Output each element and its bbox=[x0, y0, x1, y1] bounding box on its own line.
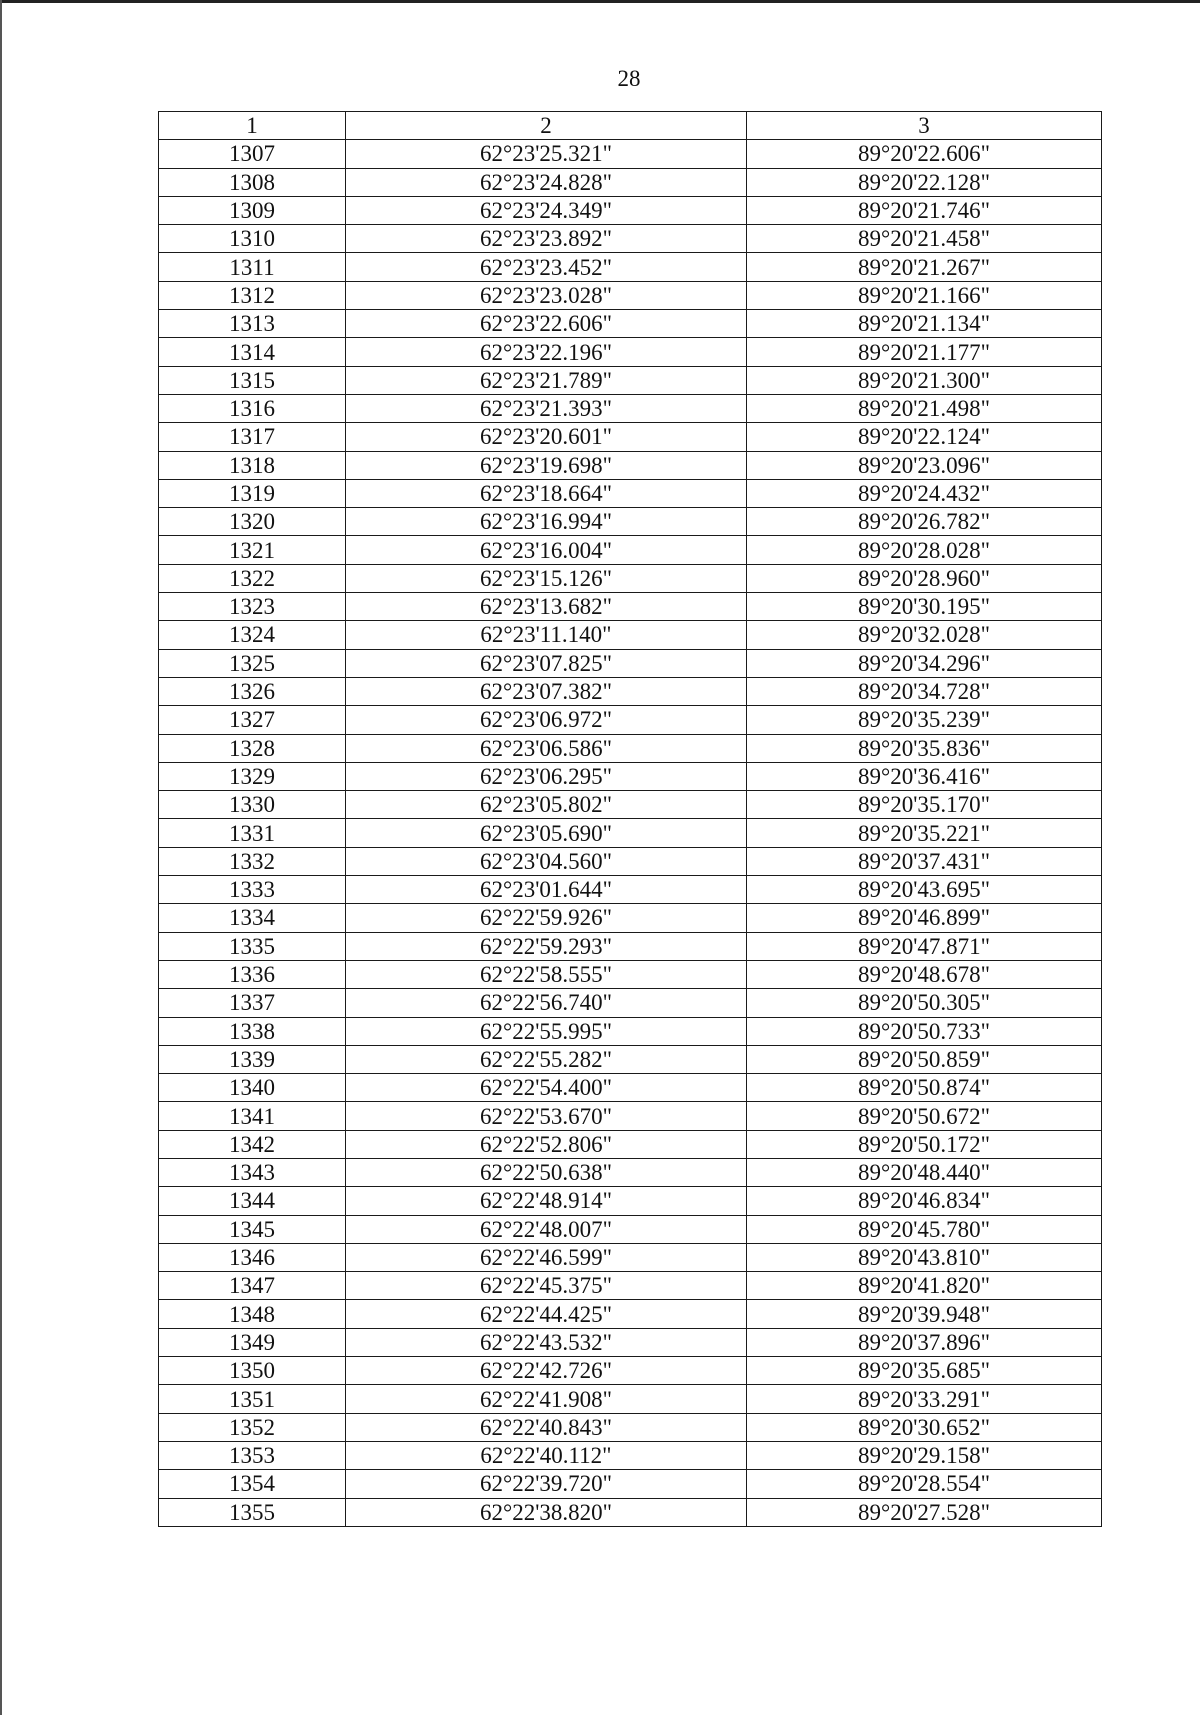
point-number-cell: 1316 bbox=[159, 394, 346, 422]
table-row bbox=[159, 847, 1102, 875]
scan-left-edge bbox=[0, 0, 2, 1715]
table-row bbox=[159, 253, 1102, 281]
longitude-cell: 89°20'50.172" bbox=[747, 1130, 1102, 1158]
longitude-cell: 89°20'50.874" bbox=[747, 1074, 1102, 1102]
table-row bbox=[159, 819, 1102, 847]
longitude-cell: 89°20'37.896" bbox=[747, 1328, 1102, 1356]
point-number-cell: 1334 bbox=[159, 904, 346, 932]
longitude-cell: 89°20'23.096" bbox=[747, 451, 1102, 479]
longitude-cell: 89°20'32.028" bbox=[747, 621, 1102, 649]
longitude-cell: 89°20'21.134" bbox=[747, 310, 1102, 338]
latitude-cell: 62°23'24.828" bbox=[346, 168, 747, 196]
longitude-cell: 89°20'21.498" bbox=[747, 394, 1102, 422]
point-number-cell: 1338 bbox=[159, 1017, 346, 1045]
point-number-cell: 1332 bbox=[159, 847, 346, 875]
latitude-cell: 62°23'25.321" bbox=[346, 140, 747, 168]
point-number-cell: 1325 bbox=[159, 649, 346, 677]
longitude-cell: 89°20'28.960" bbox=[747, 564, 1102, 592]
point-number-cell: 1335 bbox=[159, 932, 346, 960]
latitude-cell: 62°22'39.720" bbox=[346, 1470, 747, 1498]
table-row bbox=[159, 1130, 1102, 1158]
latitude-cell: 62°22'48.007" bbox=[346, 1215, 747, 1243]
point-number-cell: 1315 bbox=[159, 366, 346, 394]
table-row bbox=[159, 281, 1102, 309]
longitude-cell: 89°20'24.432" bbox=[747, 479, 1102, 507]
table-row bbox=[159, 1441, 1102, 1469]
latitude-cell: 62°23'19.698" bbox=[346, 451, 747, 479]
point-number-cell: 1314 bbox=[159, 338, 346, 366]
point-number-cell: 1354 bbox=[159, 1470, 346, 1498]
point-number-cell: 1340 bbox=[159, 1074, 346, 1102]
table-row bbox=[159, 1413, 1102, 1441]
table-row bbox=[159, 1357, 1102, 1385]
latitude-cell: 62°23'23.452" bbox=[346, 253, 747, 281]
longitude-cell: 89°20'30.195" bbox=[747, 593, 1102, 621]
table-row bbox=[159, 140, 1102, 168]
table-body bbox=[159, 140, 1102, 1527]
latitude-cell: 62°23'04.560" bbox=[346, 847, 747, 875]
latitude-cell: 62°23'16.004" bbox=[346, 536, 747, 564]
table-row bbox=[159, 989, 1102, 1017]
longitude-cell: 89°20'21.166" bbox=[747, 281, 1102, 309]
point-number-cell: 1352 bbox=[159, 1413, 346, 1441]
point-number-cell: 1343 bbox=[159, 1158, 346, 1186]
table-row bbox=[159, 677, 1102, 705]
longitude-cell: 89°20'43.695" bbox=[747, 876, 1102, 904]
table-row bbox=[159, 1045, 1102, 1073]
table-row bbox=[159, 310, 1102, 338]
scan-top-edge bbox=[0, 0, 1200, 3]
point-number-cell: 1345 bbox=[159, 1215, 346, 1243]
table-row bbox=[159, 168, 1102, 196]
longitude-cell: 89°20'21.458" bbox=[747, 225, 1102, 253]
table-row bbox=[159, 1074, 1102, 1102]
point-number-cell: 1327 bbox=[159, 706, 346, 734]
table-row bbox=[159, 762, 1102, 790]
point-number-cell: 1329 bbox=[159, 762, 346, 790]
longitude-cell: 89°20'41.820" bbox=[747, 1272, 1102, 1300]
point-number-cell: 1346 bbox=[159, 1243, 346, 1271]
table-row bbox=[159, 451, 1102, 479]
latitude-cell: 62°23'07.825" bbox=[346, 649, 747, 677]
latitude-cell: 62°22'53.670" bbox=[346, 1102, 747, 1130]
longitude-cell: 89°20'29.158" bbox=[747, 1441, 1102, 1469]
point-number-cell: 1326 bbox=[159, 677, 346, 705]
table-row bbox=[159, 536, 1102, 564]
table-row bbox=[159, 706, 1102, 734]
latitude-cell: 62°23'06.586" bbox=[346, 734, 747, 762]
latitude-cell: 62°23'06.972" bbox=[346, 706, 747, 734]
latitude-cell: 62°22'41.908" bbox=[346, 1385, 747, 1413]
longitude-cell: 89°20'35.221" bbox=[747, 819, 1102, 847]
longitude-cell: 89°20'39.948" bbox=[747, 1300, 1102, 1328]
latitude-cell: 62°23'18.664" bbox=[346, 479, 747, 507]
longitude-cell: 89°20'34.296" bbox=[747, 649, 1102, 677]
latitude-cell: 62°23'16.994" bbox=[346, 508, 747, 536]
longitude-cell: 89°20'27.528" bbox=[747, 1498, 1102, 1526]
table-row bbox=[159, 1243, 1102, 1271]
latitude-cell: 62°23'01.644" bbox=[346, 876, 747, 904]
latitude-cell: 62°22'56.740" bbox=[346, 989, 747, 1017]
longitude-cell: 89°20'47.871" bbox=[747, 932, 1102, 960]
point-number-cell: 1333 bbox=[159, 876, 346, 904]
latitude-cell: 62°23'05.690" bbox=[346, 819, 747, 847]
longitude-cell: 89°20'50.672" bbox=[747, 1102, 1102, 1130]
longitude-cell: 89°20'21.267" bbox=[747, 253, 1102, 281]
latitude-cell: 62°23'21.393" bbox=[346, 394, 747, 422]
table-row bbox=[159, 1187, 1102, 1215]
table-row bbox=[159, 1328, 1102, 1356]
latitude-cell: 62°22'52.806" bbox=[346, 1130, 747, 1158]
table-row bbox=[159, 734, 1102, 762]
longitude-cell: 89°20'48.678" bbox=[747, 960, 1102, 988]
table-row bbox=[159, 508, 1102, 536]
latitude-cell: 62°23'22.196" bbox=[346, 338, 747, 366]
table-row bbox=[159, 225, 1102, 253]
longitude-cell: 89°20'21.177" bbox=[747, 338, 1102, 366]
latitude-cell: 62°23'11.140" bbox=[346, 621, 747, 649]
point-number-cell: 1310 bbox=[159, 225, 346, 253]
longitude-cell: 89°20'21.746" bbox=[747, 196, 1102, 224]
point-number-cell: 1351 bbox=[159, 1385, 346, 1413]
longitude-cell: 89°20'22.128" bbox=[747, 168, 1102, 196]
latitude-cell: 62°23'13.682" bbox=[346, 593, 747, 621]
point-number-cell: 1348 bbox=[159, 1300, 346, 1328]
longitude-cell: 89°20'35.170" bbox=[747, 791, 1102, 819]
point-number-cell: 1312 bbox=[159, 281, 346, 309]
latitude-cell: 62°22'54.400" bbox=[346, 1074, 747, 1102]
latitude-cell: 62°22'42.726" bbox=[346, 1357, 747, 1385]
table-row bbox=[159, 564, 1102, 592]
table-row bbox=[159, 338, 1102, 366]
table-row bbox=[159, 1470, 1102, 1498]
longitude-cell: 89°20'22.606" bbox=[747, 140, 1102, 168]
table-row bbox=[159, 904, 1102, 932]
longitude-cell: 89°20'28.554" bbox=[747, 1470, 1102, 1498]
longitude-cell: 89°20'48.440" bbox=[747, 1158, 1102, 1186]
latitude-cell: 62°22'50.638" bbox=[346, 1158, 747, 1186]
table-row bbox=[159, 196, 1102, 224]
latitude-cell: 62°23'20.601" bbox=[346, 423, 747, 451]
longitude-cell: 89°20'46.899" bbox=[747, 904, 1102, 932]
longitude-cell: 89°20'34.728" bbox=[747, 677, 1102, 705]
point-number-cell: 1323 bbox=[159, 593, 346, 621]
point-number-cell: 1350 bbox=[159, 1357, 346, 1385]
point-number-cell: 1347 bbox=[159, 1272, 346, 1300]
latitude-cell: 62°22'58.555" bbox=[346, 960, 747, 988]
point-number-cell: 1313 bbox=[159, 310, 346, 338]
latitude-cell: 62°23'22.606" bbox=[346, 310, 747, 338]
table-row bbox=[159, 593, 1102, 621]
point-number-cell: 1322 bbox=[159, 564, 346, 592]
latitude-cell: 62°23'23.892" bbox=[346, 225, 747, 253]
point-number-cell: 1331 bbox=[159, 819, 346, 847]
table-row bbox=[159, 876, 1102, 904]
longitude-cell: 89°20'37.431" bbox=[747, 847, 1102, 875]
latitude-cell: 62°22'59.293" bbox=[346, 932, 747, 960]
point-number-cell: 1341 bbox=[159, 1102, 346, 1130]
point-number-cell: 1355 bbox=[159, 1498, 346, 1526]
latitude-cell: 62°22'43.532" bbox=[346, 1328, 747, 1356]
latitude-cell: 62°22'46.599" bbox=[346, 1243, 747, 1271]
point-number-cell: 1321 bbox=[159, 536, 346, 564]
longitude-cell: 89°20'30.652" bbox=[747, 1413, 1102, 1441]
point-number-cell: 1349 bbox=[159, 1328, 346, 1356]
latitude-cell: 62°22'40.843" bbox=[346, 1413, 747, 1441]
longitude-cell: 89°20'46.834" bbox=[747, 1187, 1102, 1215]
table-row bbox=[159, 479, 1102, 507]
point-number-cell: 1320 bbox=[159, 508, 346, 536]
latitude-cell: 62°22'38.820" bbox=[346, 1498, 747, 1526]
latitude-cell: 62°22'40.112" bbox=[346, 1441, 747, 1469]
table-row bbox=[159, 423, 1102, 451]
point-number-cell: 1309 bbox=[159, 196, 346, 224]
longitude-cell: 89°20'28.028" bbox=[747, 536, 1102, 564]
latitude-cell: 62°22'55.995" bbox=[346, 1017, 747, 1045]
point-number-cell: 1319 bbox=[159, 479, 346, 507]
point-number-cell: 1308 bbox=[159, 168, 346, 196]
table-row bbox=[159, 394, 1102, 422]
longitude-cell: 89°20'21.300" bbox=[747, 366, 1102, 394]
latitude-cell: 62°22'48.914" bbox=[346, 1187, 747, 1215]
longitude-cell: 89°20'35.239" bbox=[747, 706, 1102, 734]
longitude-cell: 89°20'35.836" bbox=[747, 734, 1102, 762]
latitude-cell: 62°22'45.375" bbox=[346, 1272, 747, 1300]
table-row bbox=[159, 960, 1102, 988]
point-number-cell: 1339 bbox=[159, 1045, 346, 1073]
table-row bbox=[159, 1215, 1102, 1243]
point-number-cell: 1344 bbox=[159, 1187, 346, 1215]
table-row bbox=[159, 1017, 1102, 1045]
point-number-cell: 1342 bbox=[159, 1130, 346, 1158]
longitude-cell: 89°20'35.685" bbox=[747, 1357, 1102, 1385]
latitude-cell: 62°23'21.789" bbox=[346, 366, 747, 394]
point-number-cell: 1317 bbox=[159, 423, 346, 451]
column-header-latitude: 2 bbox=[346, 112, 747, 140]
point-number-cell: 1353 bbox=[159, 1441, 346, 1469]
column-header-point-number: 1 bbox=[159, 112, 346, 140]
point-number-cell: 1330 bbox=[159, 791, 346, 819]
column-header-longitude: 3 bbox=[747, 112, 1102, 140]
point-number-cell: 1318 bbox=[159, 451, 346, 479]
coordinates-table bbox=[158, 111, 1102, 1527]
latitude-cell: 62°23'15.126" bbox=[346, 564, 747, 592]
latitude-cell: 62°22'44.425" bbox=[346, 1300, 747, 1328]
latitude-cell: 62°23'05.802" bbox=[346, 791, 747, 819]
point-number-cell: 1336 bbox=[159, 960, 346, 988]
page-number: 28 bbox=[617, 66, 641, 91]
latitude-cell: 62°23'06.295" bbox=[346, 762, 747, 790]
table-row bbox=[159, 1158, 1102, 1186]
longitude-cell: 89°20'36.416" bbox=[747, 762, 1102, 790]
table-row bbox=[159, 1272, 1102, 1300]
latitude-cell: 62°23'07.382" bbox=[346, 677, 747, 705]
latitude-cell: 62°23'24.349" bbox=[346, 196, 747, 224]
table-row bbox=[159, 932, 1102, 960]
table-row bbox=[159, 649, 1102, 677]
table-row bbox=[159, 621, 1102, 649]
longitude-cell: 89°20'50.859" bbox=[747, 1045, 1102, 1073]
point-number-cell: 1337 bbox=[159, 989, 346, 1017]
table-row bbox=[159, 1385, 1102, 1413]
table-row bbox=[159, 1300, 1102, 1328]
longitude-cell: 89°20'43.810" bbox=[747, 1243, 1102, 1271]
table-row bbox=[159, 366, 1102, 394]
point-number-cell: 1328 bbox=[159, 734, 346, 762]
longitude-cell: 89°20'33.291" bbox=[747, 1385, 1102, 1413]
point-number-cell: 1324 bbox=[159, 621, 346, 649]
point-number-cell: 1307 bbox=[159, 140, 346, 168]
point-number-cell: 1311 bbox=[159, 253, 346, 281]
table-row bbox=[159, 1102, 1102, 1130]
longitude-cell: 89°20'45.780" bbox=[747, 1215, 1102, 1243]
longitude-cell: 89°20'50.305" bbox=[747, 989, 1102, 1017]
longitude-cell: 89°20'26.782" bbox=[747, 508, 1102, 536]
table-row bbox=[159, 1498, 1102, 1526]
table-header-row bbox=[159, 112, 1102, 140]
latitude-cell: 62°22'59.926" bbox=[346, 904, 747, 932]
longitude-cell: 89°20'50.733" bbox=[747, 1017, 1102, 1045]
table-row bbox=[159, 791, 1102, 819]
longitude-cell: 89°20'22.124" bbox=[747, 423, 1102, 451]
latitude-cell: 62°23'23.028" bbox=[346, 281, 747, 309]
latitude-cell: 62°22'55.282" bbox=[346, 1045, 747, 1073]
